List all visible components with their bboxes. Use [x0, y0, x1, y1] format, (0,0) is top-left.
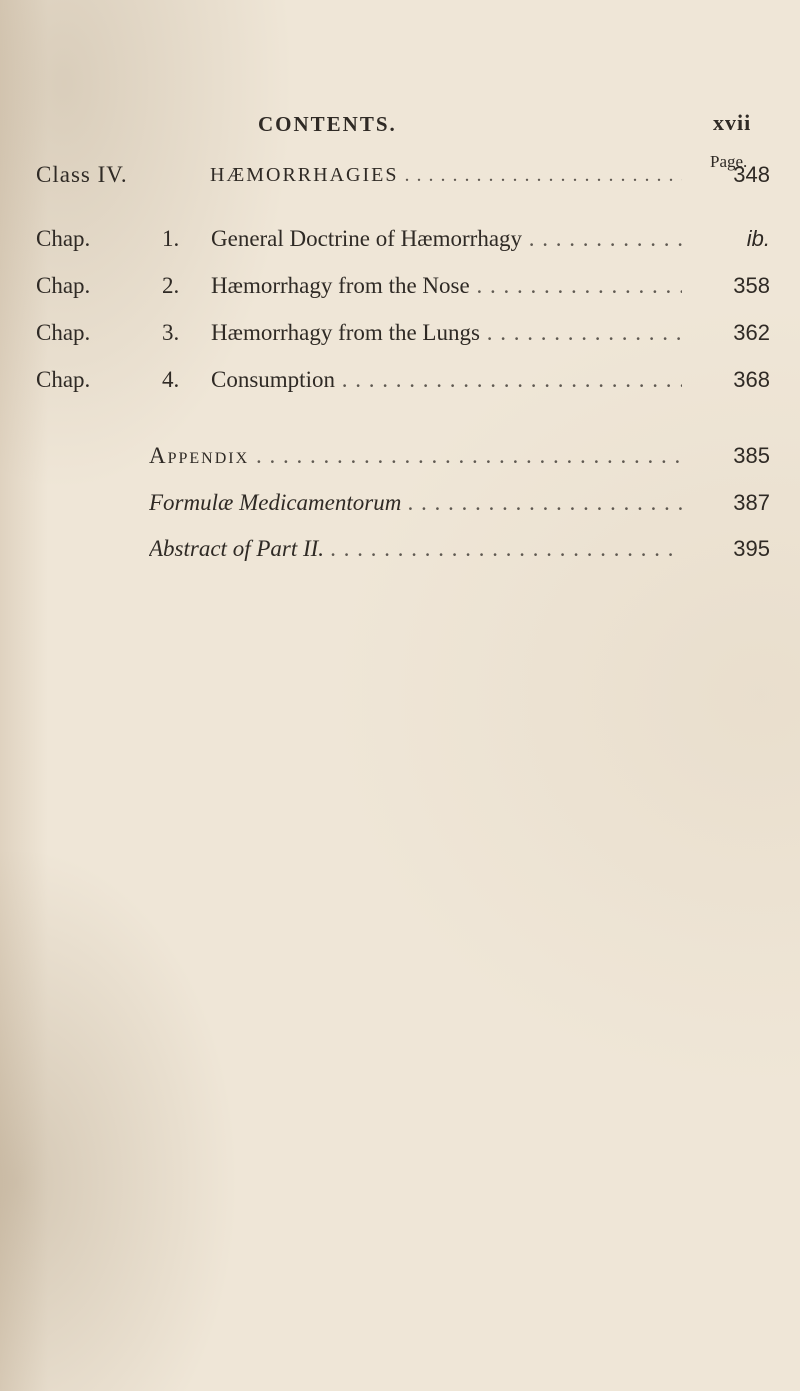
- chapter-page-number: 358: [733, 273, 770, 298]
- class-label: Class IV.: [36, 162, 128, 187]
- formulae-page-number: 387: [733, 490, 770, 515]
- class-title: HÆMORRHAGIES . . .: [210, 164, 682, 187]
- chapter-title: Consumption . . .: [211, 367, 682, 393]
- appendix-title: Appendix . . .: [149, 443, 682, 469]
- chapter-number: 1.: [162, 226, 180, 251]
- toc-appendix-row: [0, 536, 800, 576]
- toc-chapter-row: [0, 226, 800, 266]
- toc-appendix-row: [0, 490, 800, 530]
- chapter-number: 2.: [162, 273, 180, 298]
- chapter-page-number: 368: [733, 367, 770, 392]
- chapter-label: Chap.: [36, 320, 91, 345]
- chapter-label: Chap.: [36, 226, 91, 251]
- chapter-page-number: ib.: [746, 226, 770, 251]
- toc-chapter-row: [0, 320, 800, 360]
- toc-appendix-row: [0, 443, 800, 483]
- chapter-number: 3.: [162, 320, 180, 345]
- toc-class-row: [0, 162, 800, 202]
- running-head-title: CONTENTS.: [258, 112, 397, 136]
- chapter-number: 4.: [162, 367, 180, 392]
- chapter-title: Hæmorrhagy from the Nose . . .: [211, 273, 682, 299]
- page-column-label: Page.: [710, 152, 748, 171]
- abstract-title: Abstract of Part II. . . .: [149, 536, 682, 562]
- chapter-title: Hæmorrhagy from the Lungs . . .: [211, 320, 682, 346]
- toc-chapter-row: [0, 367, 800, 407]
- formulae-title: Formulæ Medicamentorum . . .: [149, 490, 682, 516]
- appendix-page-number: 385: [733, 443, 770, 468]
- chapter-title: General Doctrine of Hæmorrhagy . . .: [211, 226, 682, 252]
- page-number: xvii: [713, 110, 752, 135]
- chapter-page-number: 362: [733, 320, 770, 345]
- chapter-label: Chap.: [36, 273, 91, 298]
- chapter-label: Chap.: [36, 367, 91, 392]
- toc-chapter-row: [0, 273, 800, 313]
- class-page-number: 348: [733, 162, 770, 187]
- abstract-page-number: 395: [733, 536, 770, 561]
